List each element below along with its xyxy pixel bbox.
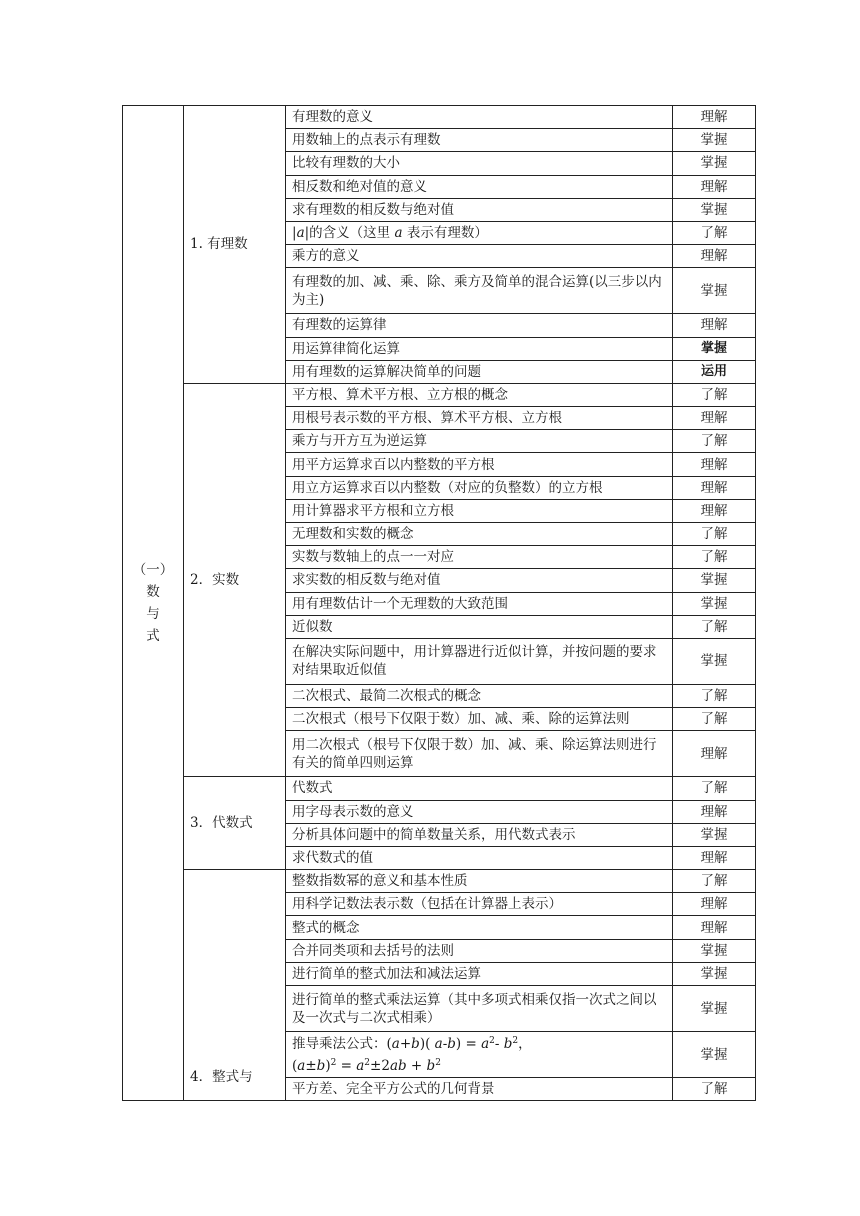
objective-cell: 求有理数的相反数与绝对值 [286, 198, 673, 221]
objective-cell: 用运算律简化运算 [286, 337, 673, 360]
text-fragment: a [296, 225, 305, 242]
text-fragment: 2 [330, 1057, 337, 1068]
level-cell: 掌握 [673, 198, 756, 221]
level-cell: 理解 [673, 175, 756, 198]
formula-line-1 [292, 1035, 666, 1053]
text-fragment: 推导乘法公式：( [292, 1035, 392, 1052]
text-fragment: 2 [364, 1057, 371, 1068]
objective-cell: 二次根式（根号下仅限于数）加、减、乘、除的运算法则 [286, 708, 673, 731]
level-cell: 了解 [673, 684, 756, 707]
level-cell: 理解 [673, 407, 756, 430]
objective-cell: 用根号表示数的平方根、算术平方根、立方根 [286, 407, 673, 430]
objective-cell: 相反数和绝对值的意义 [286, 175, 673, 198]
objective-cell: 平方根、算术平方根、立方根的概念 [286, 383, 673, 406]
objective-cell: 用字母表示数的意义 [286, 800, 673, 823]
objective-cell: 有理数的加、减、乘、除、乘方及简单的混合运算(以三步以内为主) [286, 268, 673, 314]
objective-cell: 平方差、完全平方公式的几何背景 [286, 1078, 673, 1101]
objective-cell: 用二次根式（根号下仅限于数）加、减、乘、除运算法则进行有关的简单四则运算 [286, 731, 673, 777]
level-cell: 理解 [673, 314, 756, 337]
level-cell: 理解 [673, 800, 756, 823]
level-cell: 了解 [673, 615, 756, 638]
level-cell: 理解 [673, 106, 756, 129]
objective-cell: 在解决实际问题中，用计算器进行近似计算，并按问题的要求对结果取近似值 [286, 638, 673, 684]
topic-cell: 1. 有理数 [184, 106, 286, 384]
objective-cell: 比较有理数的大小 [286, 152, 673, 175]
objective-cell: 用有理数的运算解决简单的问题 [286, 360, 673, 383]
text-fragment: ) [325, 1057, 331, 1074]
text-fragment: b [447, 1035, 456, 1052]
objective-cell: 用平方运算求百以内整数的平方根 [286, 453, 673, 476]
objective-cell: 用立方运算求百以内整数（对应的负整数）的立方根 [286, 476, 673, 499]
objective-cell: 有理数的意义 [286, 106, 673, 129]
objective-cell: 合并同类项和去括号的法则 [286, 939, 673, 962]
objective-cell [286, 1032, 673, 1078]
objective-cell: 实数与数轴上的点一一对应 [286, 546, 673, 569]
text-fragment: |的含义（这里 [304, 225, 395, 242]
level-cell: 理解 [673, 453, 756, 476]
level-cell: 掌握 [673, 986, 756, 1032]
objective-cell: 求实数的相反数与绝对值 [286, 569, 673, 592]
domain-char: 与 [146, 606, 160, 623]
topic-cell: 4．整式与 [184, 870, 286, 1101]
objective-cell: 代数式 [286, 777, 673, 800]
level-cell: 了解 [673, 523, 756, 546]
topic-cell: 3．代数式 [184, 777, 286, 870]
level-cell: 运用 [673, 360, 756, 383]
table-row [123, 870, 756, 893]
level-cell: 了解 [673, 546, 756, 569]
level-cell: 理解 [673, 731, 756, 777]
text-fragment: ) = [455, 1035, 482, 1052]
level-cell: 了解 [673, 1078, 756, 1101]
text-fragment: = [336, 1057, 357, 1074]
topic-cell: 2．实数 [184, 383, 286, 776]
text-fragment: )( [419, 1035, 435, 1052]
text-fragment: b [316, 1057, 326, 1074]
text-fragment: a [434, 1035, 443, 1052]
text-fragment: - [494, 1035, 504, 1052]
objective-cell: 近似数 [286, 615, 673, 638]
domain-paren: （一） [132, 562, 174, 579]
objective-cell: 进行简单的整式乘法运算（其中多项式相乘仅指一次式之间以及一次式与二次式相乘） [286, 986, 673, 1032]
level-cell: 掌握 [673, 268, 756, 314]
curriculum-table [122, 105, 756, 1101]
text-fragment: + [406, 1057, 427, 1074]
level-cell: 了解 [673, 430, 756, 453]
domain-char: 式 [146, 628, 160, 645]
text-fragment: ± [305, 1057, 317, 1074]
objective-cell: 进行简单的整式加法和减法运算 [286, 962, 673, 985]
level-cell: 掌握 [673, 962, 756, 985]
objective-cell: 二次根式、最简二次根式的概念 [286, 684, 673, 707]
level-cell: 理解 [673, 245, 756, 268]
level-cell: 了解 [673, 383, 756, 406]
objective-cell: 无理数和实数的概念 [286, 523, 673, 546]
table-row [123, 777, 756, 800]
objective-cell: 用有理数估计一个无理数的大致范围 [286, 592, 673, 615]
objective-cell: 乘方的意义 [286, 245, 673, 268]
text-fragment: ±2 [370, 1057, 390, 1074]
table-row [123, 383, 756, 406]
level-cell: 理解 [673, 476, 756, 499]
level-cell: 了解 [673, 221, 756, 244]
objective-cell: 整数指数幂的意义和基本性质 [286, 870, 673, 893]
text-fragment: ab [389, 1057, 407, 1074]
level-cell: 掌握 [673, 823, 756, 846]
level-cell: 了解 [673, 777, 756, 800]
text-fragment: a [356, 1057, 365, 1074]
level-cell: 掌握 [673, 592, 756, 615]
text-fragment: - [442, 1035, 448, 1052]
text-fragment: a [394, 225, 403, 242]
domain-char: 数 [146, 584, 160, 601]
text-fragment: ( [292, 1057, 298, 1074]
level-cell: 了解 [673, 870, 756, 893]
objective-cell: 整式的概念 [286, 916, 673, 939]
text-fragment: b [503, 1035, 513, 1052]
text-fragment: | [292, 225, 297, 242]
level-cell: 理解 [673, 893, 756, 916]
level-cell: 掌握 [673, 939, 756, 962]
objective-cell: 用科学记数法表示数（包括在计算器上表示） [286, 893, 673, 916]
domain-cell [123, 106, 184, 1101]
objective-cell: 分析具体问题中的简单数量关系，用代数式表示 [286, 823, 673, 846]
objective-cell: 有理数的运算律 [286, 314, 673, 337]
level-cell: 掌握 [673, 152, 756, 175]
text-fragment: ， [518, 1035, 532, 1052]
formula-line-2 [292, 1057, 666, 1075]
text-fragment: a [481, 1035, 490, 1052]
text-fragment: + [399, 1035, 412, 1052]
objective-cell: 求代数式的值 [286, 846, 673, 869]
text-fragment: 2 [512, 1035, 519, 1046]
text-fragment: a [297, 1057, 306, 1074]
level-cell: 了解 [673, 708, 756, 731]
text-fragment: b [411, 1035, 420, 1052]
text-fragment: 表示有理数） [402, 225, 488, 242]
table-row [123, 106, 756, 129]
level-cell: 掌握 [673, 1032, 756, 1078]
level-cell: 掌握 [673, 129, 756, 152]
objective-cell [286, 221, 673, 244]
level-cell: 掌握 [673, 638, 756, 684]
level-cell: 掌握 [673, 569, 756, 592]
text-fragment: 2 [489, 1035, 495, 1046]
level-cell: 理解 [673, 916, 756, 939]
level-cell: 理解 [673, 499, 756, 522]
objective-cell: 用计算器求平方根和立方根 [286, 499, 673, 522]
level-cell: 理解 [673, 846, 756, 869]
objective-cell: 乘方与开方互为逆运算 [286, 430, 673, 453]
level-cell: 掌握 [673, 337, 756, 360]
text-fragment: a [391, 1035, 400, 1052]
text-fragment: b [426, 1057, 436, 1074]
objective-cell: 用数轴上的点表示有理数 [286, 129, 673, 152]
text-fragment: 2 [435, 1057, 441, 1068]
